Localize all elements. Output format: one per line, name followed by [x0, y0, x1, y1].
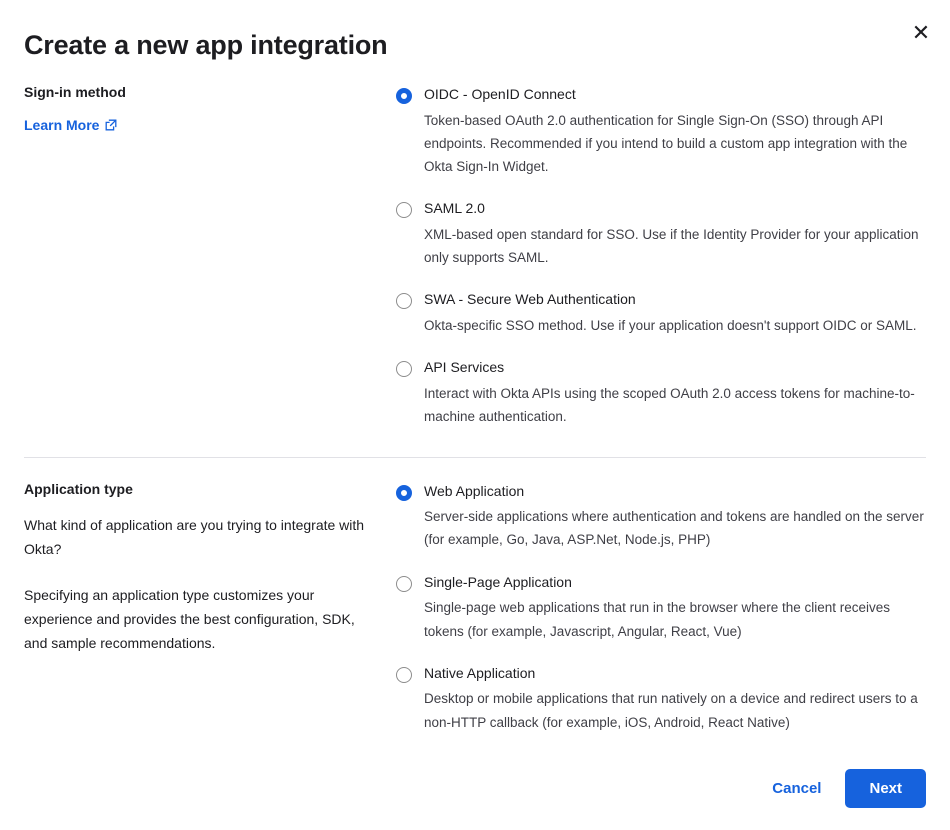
signin-method-label: Sign-in method	[24, 84, 126, 100]
radio-oidc[interactable]	[396, 88, 412, 104]
radio-swa[interactable]	[396, 293, 412, 309]
signin-option-api-services-title: API Services	[424, 359, 505, 376]
next-button[interactable]: Next	[845, 769, 926, 808]
apptype-option-web-title: Web Application	[424, 482, 525, 499]
application-type-label: Application type	[24, 480, 133, 497]
application-type-paragraph-1: What kind of application are you trying to integrate with Okta?	[24, 517, 365, 558]
application-type-paragraph-2: Specifying an application type customizes your experience and provides the best configuration, SDK, and sample recommendations.	[24, 587, 355, 652]
signin-method-section	[0, 83, 950, 429]
signin-option-api-services-desc: Interact with Okta APIs using the scoped OAuth 2.0 access tokens for machine-to-machine authentication.	[424, 386, 915, 425]
radio-single-page-application[interactable]	[396, 576, 412, 592]
apptype-option-web[interactable]	[396, 481, 926, 552]
close-icon[interactable]: ✕	[906, 18, 936, 48]
cancel-button[interactable]: Cancel	[766, 772, 827, 805]
apptype-option-native-title: Native Application	[424, 664, 536, 681]
apptype-option-native[interactable]	[396, 663, 926, 734]
signin-option-saml-title: SAML 2.0	[424, 200, 485, 217]
external-link-icon	[105, 119, 117, 131]
learn-more-link[interactable]	[24, 117, 117, 133]
signin-option-saml-desc: XML-based open standard for SSO. Use if the Identity Provider for your application only supports SAML.	[424, 227, 919, 266]
apptype-option-web-desc: Server-side applications where authentication and tokens are handled on the server (for example, Go, Java, ASP.Net, Node.js, PHP)	[424, 509, 924, 548]
apptype-option-spa[interactable]	[396, 572, 926, 643]
signin-option-swa-desc: Okta-specific SSO method. Use if your application doesn't support OIDC or SAML.	[424, 318, 917, 334]
dialog-footer	[0, 760, 950, 830]
signin-option-swa-title: SWA - Secure Web Authentication	[424, 291, 636, 308]
signin-option-oidc-title: OIDC - OpenID Connect	[424, 86, 576, 102]
apptype-option-native-desc: Desktop or mobile applications that run natively on a device and redirect users to a non-HTTP callback (for example, iOS, Android, React Native)	[424, 691, 918, 730]
application-type-left	[24, 480, 396, 734]
radio-native-application[interactable]	[396, 667, 412, 683]
radio-saml[interactable]	[396, 202, 412, 218]
learn-more-label: Learn More	[24, 116, 100, 133]
apptype-option-spa-title: Single-Page Application	[424, 573, 572, 590]
signin-method-options	[396, 83, 926, 429]
radio-web-application[interactable]	[396, 485, 412, 501]
signin-option-oidc-desc: Token-based OAuth 2.0 authentication for Single Sign-On (SSO) through API endpoints. Recommended if you intend to build a custom app integration with the Okta Sign-In Widget.	[424, 112, 908, 175]
signin-option-swa[interactable]	[396, 289, 926, 337]
application-type-section	[0, 480, 950, 734]
application-type-options	[396, 480, 926, 734]
signin-option-api-services[interactable]	[396, 357, 926, 428]
apptype-option-spa-desc: Single-page web applications that run in the browser where the client receives tokens (for example, Javascript, Angular, React, Vue)	[424, 600, 891, 639]
radio-api-services[interactable]	[396, 361, 412, 377]
signin-option-oidc[interactable]	[396, 84, 926, 178]
page-title: Create a new app integration	[24, 30, 388, 60]
signin-method-left	[24, 83, 396, 429]
section-divider	[24, 457, 926, 458]
signin-option-saml[interactable]	[396, 198, 926, 269]
